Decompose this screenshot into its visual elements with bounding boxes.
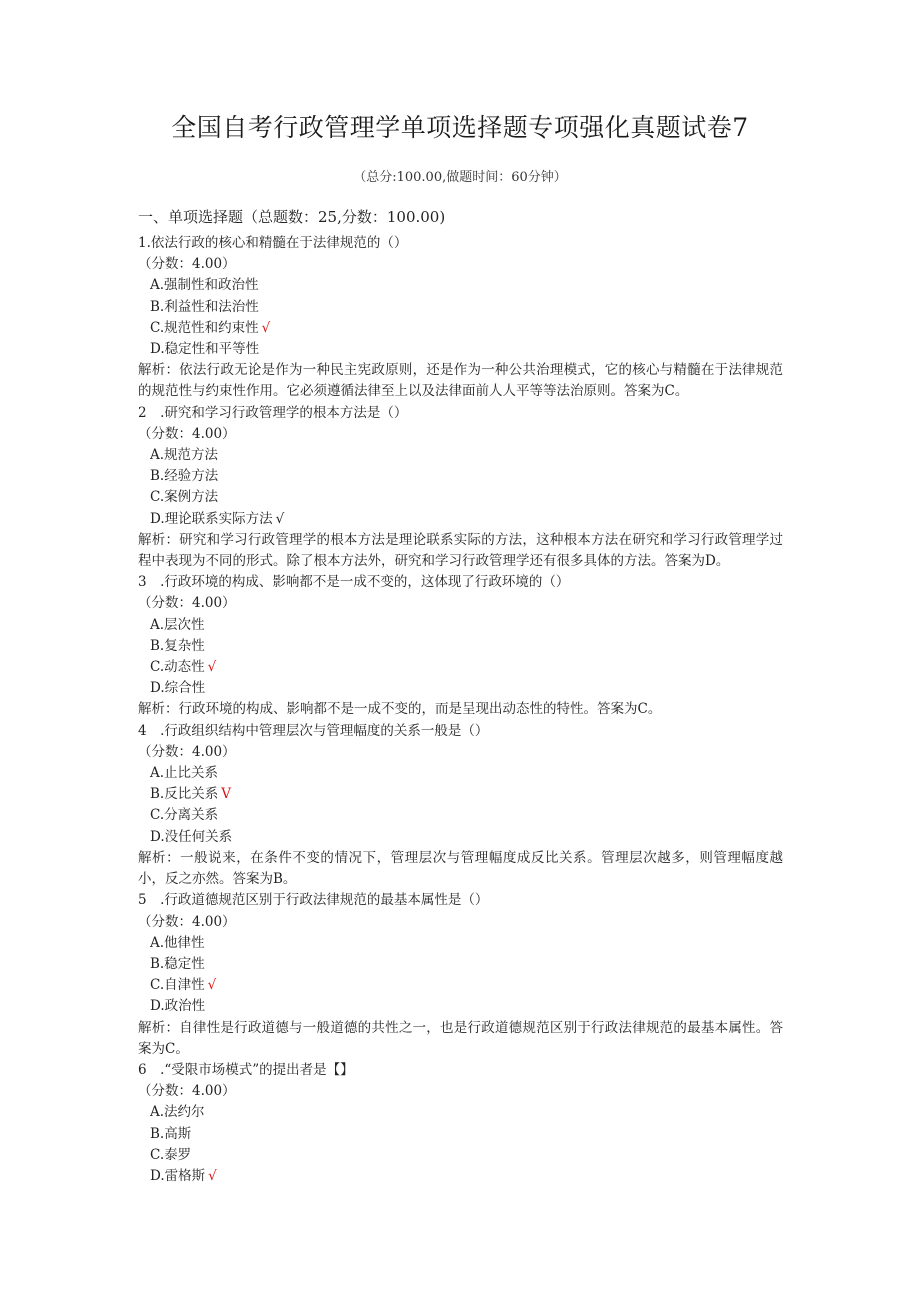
answer-option — [138, 297, 783, 318]
question-block — [138, 233, 783, 403]
option-text: D.政治性 — [150, 998, 206, 1015]
option-text: B.反比关系 — [150, 786, 219, 803]
option-text: B.高斯 — [150, 1125, 192, 1142]
answer-option — [138, 1124, 783, 1145]
answer-option — [138, 339, 783, 360]
question-stem: 4 .行政组织结构中管理层次与管理幅度的关系一般是（） — [138, 722, 489, 739]
question-score: （分数：4.00） — [138, 743, 236, 760]
question-score: （分数：4.00） — [138, 595, 236, 612]
option-text: D.理论联系实际方法 — [150, 510, 273, 527]
question-stem: 6 .“受限市场模式”的提出者是【】 — [138, 1061, 354, 1078]
option-text: D.雷格斯 — [150, 1167, 206, 1184]
answer-option — [138, 445, 783, 466]
option-text: A.法约尔 — [150, 1104, 205, 1121]
question-score: （分数：4.00） — [138, 913, 236, 930]
explanation: 解析：依法行政无论是作为一种民主宪政原则，还是作为一种公共治理模式，它的核心与精髓在于法律规范的规范性与约束性作用。它必须遵循法律至上以及法律面前人人平等等法治原则。答案为C。 — [138, 362, 783, 400]
section-heading: 一、单项选择题（总题数：25,分数：100.00) — [138, 208, 446, 226]
answer-option — [138, 1166, 783, 1187]
answer-option — [138, 275, 783, 296]
correct-check-icon: √ — [208, 1167, 217, 1184]
option-text: A.层次性 — [150, 616, 205, 633]
answer-option — [138, 615, 783, 636]
explanation: 解析：自律性是行政道德与一般道德的共性之一，也是行政道德规范区别于行政法律规范的最基本属性。答案为C。 — [138, 1019, 783, 1057]
question-block — [138, 572, 783, 720]
option-text: D.稳定性和平等性 — [150, 341, 260, 358]
question-score: （分数：4.00） — [138, 1083, 236, 1100]
option-text: B.稳定性 — [150, 955, 205, 972]
answer-option — [138, 996, 783, 1017]
question-block — [138, 721, 783, 891]
question-stem: 2 .研究和学习行政管理学的根本方法是（） — [138, 404, 408, 421]
answer-option — [138, 509, 783, 530]
option-text: C.分离关系 — [150, 807, 219, 824]
option-text: C.动态性 — [150, 659, 205, 676]
option-text: D.综合性 — [150, 680, 206, 697]
answer-option — [138, 827, 783, 848]
answer-option — [138, 763, 783, 784]
explanation: 解析：行政环境的构成、影响都不是一成不变的，而是呈现出动态性的特性。答案为C。 — [138, 701, 662, 718]
question-score: （分数：4.00） — [138, 425, 236, 442]
option-text: C.泰罗 — [150, 1146, 192, 1163]
correct-check-icon: √ — [207, 659, 217, 676]
correct-check-icon: √ — [207, 977, 217, 994]
option-text: A.规范方法 — [150, 447, 219, 464]
exam-meta: （总分:100.00,做题时间：60分钟） — [353, 170, 567, 185]
answer-option — [138, 1145, 783, 1166]
question-score: （分数：4.00） — [138, 256, 236, 273]
correct-check-icon: √ — [275, 510, 285, 527]
question-stem: 3 .行政环境的构成、影响都不是一成不变的，这体现了行政环境的（） — [138, 574, 570, 591]
answer-option — [138, 318, 783, 339]
option-text: C.规范性和约束性 — [150, 319, 259, 336]
answer-option — [138, 466, 783, 487]
question-block — [138, 403, 783, 573]
answer-option — [138, 657, 783, 678]
correct-check-icon: √ — [261, 319, 271, 336]
answer-option — [138, 975, 783, 996]
answer-option — [138, 1102, 783, 1123]
question-block — [138, 890, 783, 1060]
option-text: B.利益性和法治性 — [150, 298, 259, 315]
answer-option — [138, 954, 783, 975]
option-text: B.经验方法 — [150, 468, 219, 485]
answer-option — [138, 487, 783, 508]
option-text: B.复杂性 — [150, 637, 205, 654]
question-list — [138, 233, 783, 1187]
option-text: A.强制性和政治性 — [150, 277, 259, 294]
explanation: 解析：一般说来，在条件不变的情况下，管理层次与管理幅度成反比关系。管理层次越多，则管理幅度越小，反之亦然。答案为B。 — [138, 849, 783, 888]
correct-check-icon: V — [221, 786, 231, 803]
explanation: 解析：研究和学习行政管理学的根本方法是理论联系实际的方法，这种根本方法在研究和学习行政管理学过程中表现为不同的形式。除了根本方法外，研究和学习行政管理学还有很多具体的方法。答案为D。 — [138, 531, 783, 570]
page-title: 全国自考行政管理学单项选择题专项强化真题试卷7 — [171, 113, 749, 142]
answer-option — [138, 678, 783, 699]
answer-option — [138, 933, 783, 954]
answer-option — [138, 805, 783, 826]
option-text: A.他律性 — [150, 934, 205, 951]
option-text: D.没任何关系 — [150, 828, 233, 845]
question-stem: 1.依法行政的核心和精髓在于法律规范的（） — [138, 235, 408, 251]
answer-option — [138, 784, 783, 805]
question-stem: 5 .行政道德规范区别于行政法律规范的最基本属性是（） — [138, 892, 489, 909]
question-block — [138, 1060, 783, 1187]
answer-option — [138, 636, 783, 657]
option-text: C.案例方法 — [150, 489, 219, 506]
option-text: A.止比关系 — [150, 765, 219, 782]
option-text: C.自津性 — [150, 977, 205, 994]
